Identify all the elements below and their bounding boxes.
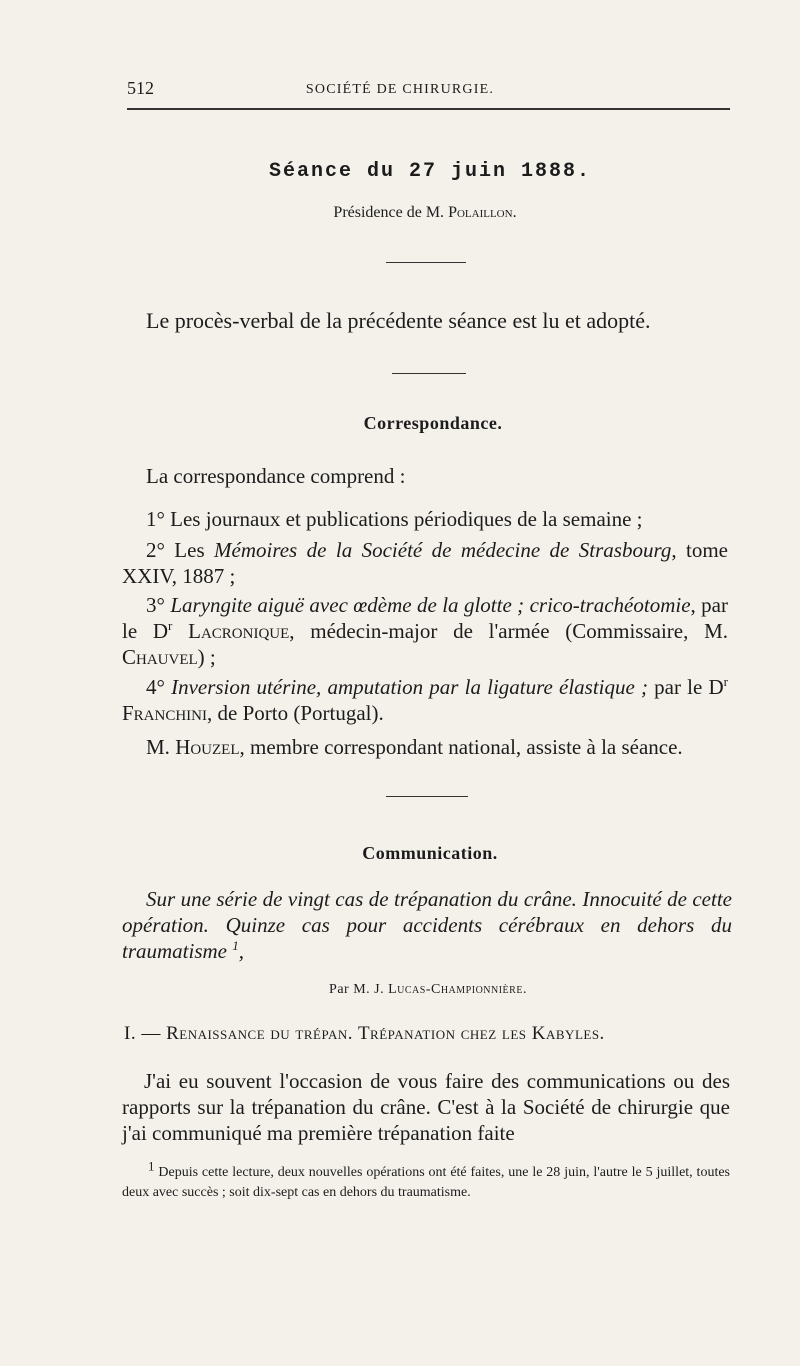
presidence-prefix: Présidence de M.	[333, 204, 449, 221]
item-4-rest: , de Porto (Portugal).	[207, 701, 384, 725]
houzel-prefix: M.	[146, 735, 176, 759]
footnote	[122, 1158, 730, 1203]
item-2-number: 2° Les	[146, 538, 215, 562]
item-4-number: 4°	[146, 675, 172, 699]
correspondance-heading: Correspondance.	[363, 413, 503, 433]
divider-rule	[386, 796, 468, 797]
paragraph-text: J'ai eu souvent l'occasion de vous faire des communications ou des rapports sur la trépanation du crâne. C'est à la Société de chirurgie que j'ai communiqué ma première trépanation faite	[122, 1069, 730, 1145]
houzel-name: Houzel	[175, 735, 240, 759]
houzel-rest: , membre correspondant national, assiste à la séance.	[239, 735, 683, 759]
communication-footnote-mark: 1	[232, 938, 239, 953]
running-head: SOCIÉTÉ DE CHIRURGIE.	[305, 82, 495, 97]
item-4-title: Inversion utérine, amputation par la ligature élastique ;	[171, 675, 649, 699]
correspondance-item-2	[122, 537, 728, 589]
presidence-suffix: .	[512, 204, 517, 221]
presidence-line	[0, 204, 800, 222]
author-prefix: Par M. J.	[329, 982, 389, 997]
item-4-author: Franchini	[122, 701, 208, 725]
chapter-heading	[124, 1023, 605, 1045]
item-3-by: , par le D	[122, 593, 728, 643]
communication-title	[122, 886, 732, 964]
correspondance-item-1	[122, 506, 728, 532]
communication-heading: Communication.	[362, 843, 498, 863]
correspondance-intro: La correspondance comprend :	[146, 464, 406, 488]
communication-title-text: Sur une série de vingt cas de trépanation du crâne. Innocuité de cette opération. Quinze cas pour accidents cérébraux en dehors du traumatisme	[122, 887, 732, 963]
item-3-author: Lacronique	[188, 619, 290, 643]
divider-rule	[386, 262, 466, 263]
proces-verbal: Le procès-verbal de la précédente séance est lu et adopté.	[146, 308, 651, 333]
author-suffix: .	[522, 982, 527, 997]
item-3-number: 3°	[146, 593, 171, 617]
divider-rule	[392, 373, 466, 374]
body-paragraph	[122, 1068, 730, 1146]
item-1-text: 1° Les journaux et publications périodiques de la semaine ;	[146, 507, 643, 531]
item-2-title: Mémoires de la Société de médecine de Strasbourg	[214, 538, 672, 562]
communication-title-end: ,	[238, 939, 244, 963]
correspondance-item-3	[122, 592, 728, 670]
item-4-sup: r	[723, 674, 728, 689]
communication-author	[0, 982, 800, 998]
chapter-number: I. —	[124, 1023, 167, 1044]
item-3-sup: r	[168, 618, 173, 633]
item-3-end: ) ;	[197, 645, 216, 669]
correspondance-item-4	[122, 674, 728, 726]
page-number: 512	[127, 78, 154, 98]
footnote-text: Depuis cette lecture, deux nouvelles opérations ont été faites, une le 28 juin, l'autre le 5 juillet, toutes deux avec succès ; soit dix-sept cas en dehors du traumatisme.	[122, 1165, 730, 1200]
chapter-title: Renaissance du trépan. Trépanation chez les Kabyles.	[166, 1023, 605, 1044]
item-3-commissaire: Chauvel	[122, 645, 198, 669]
item-2-rest: , tome XXIV, 1887 ;	[122, 538, 729, 588]
houzel-line	[146, 734, 683, 760]
footnote-mark: 1	[148, 1158, 155, 1174]
item-3-rest: , médecin-major de l'armée (Commissaire, M.	[289, 619, 729, 643]
author-name: Lucas-Championnière	[388, 982, 523, 997]
item-4-by: par le D	[648, 675, 724, 699]
seance-title: Séance du 27 juin 1888.	[268, 160, 592, 183]
header-rule	[127, 108, 730, 110]
item-3-title: Laryngite aiguë avec œdème de la glotte ; crico-trachéotomie	[170, 593, 691, 617]
president-name: Polaillon	[448, 204, 513, 221]
